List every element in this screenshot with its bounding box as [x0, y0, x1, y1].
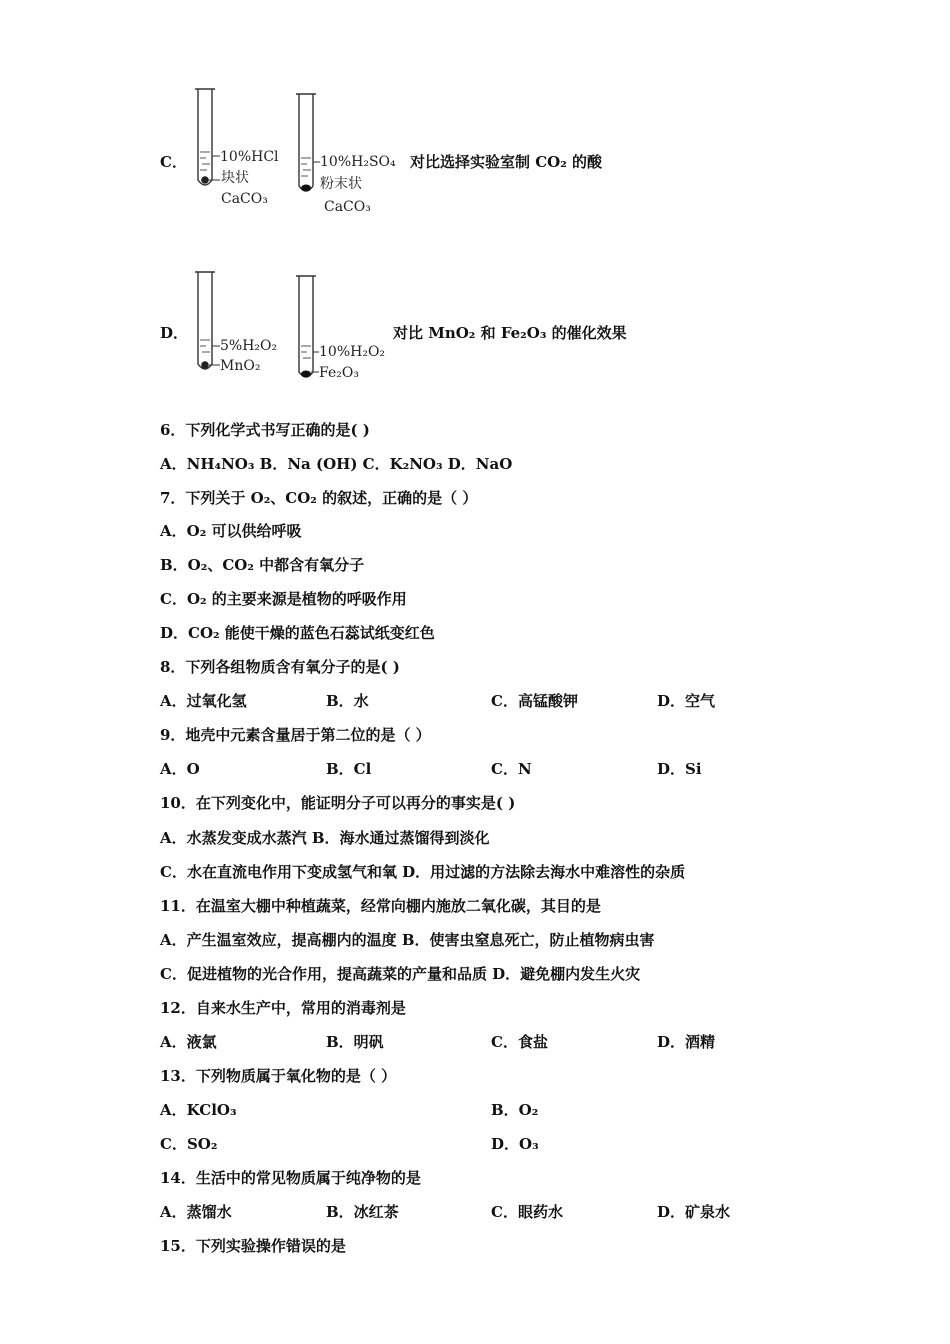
q5c-tube1-solid: CaCO₃: [221, 191, 268, 207]
q13-option-b: B．O₂: [491, 1101, 539, 1119]
q10-options-ab: A．水蒸发变成水蒸汽 B．海水通过蒸馏得到淡化: [160, 829, 490, 847]
q10-stem: 10．在下列变化中，能证明分子可以再分的事实是( ): [160, 794, 516, 812]
q5d-tube-fe2o3-figure: [292, 272, 402, 390]
q9-stem: 9．地壳中元素含量居于第二位的是（ ）: [160, 726, 431, 744]
q7-stem: 7．下列关于 O₂、CO₂ 的叙述，正确的是（ ）: [160, 489, 478, 507]
q8-option-b: B．水: [326, 692, 369, 710]
q5c-tube2-acid: 10%H₂SO₄: [320, 154, 396, 170]
q12-option-c: C．食盐: [491, 1033, 548, 1051]
q5c-tube2-solid: CaCO₃: [324, 199, 371, 215]
q14-option-b: B．冰红茶: [326, 1203, 399, 1221]
q12-option-d: D．酒精: [657, 1033, 716, 1051]
q5c-tube-h2so4-figure: [292, 90, 412, 222]
q5d-tube2-solid: Fe₂O₃: [319, 365, 359, 381]
q11-stem: 11．在温室大棚中种植蔬菜，经常向棚内施放二氧化碳，其目的是: [160, 897, 601, 915]
q5d-tube2-liquid: 10%H₂O₂: [319, 344, 386, 360]
q6-options: A．NH₄NO₃ B．Na (OH) C．K₂NO₃ D．NaO: [160, 455, 513, 473]
q8-option-a: A．过氧化氢: [160, 692, 247, 710]
q5c-tube-hcl-figure: [190, 86, 290, 214]
q14-option-d: D．矿泉水: [657, 1203, 731, 1221]
q5d-tube1-solid: MnO₂: [220, 358, 261, 374]
q12-option-a: A．液氯: [160, 1033, 217, 1051]
q7-option-d: D．CO₂ 能使干燥的蓝色石蕊试纸变红色: [160, 624, 435, 642]
q5d-tube1-liquid: 5%H₂O₂: [220, 338, 278, 354]
q5c-caption: 对比选择实验室制 CO₂ 的酸: [410, 153, 603, 171]
q6-stem: 6．下列化学式书写正确的是( ): [160, 421, 370, 439]
q5c-tube1-form: 块状: [221, 170, 249, 186]
q14-stem: 14．生活中的常见物质属于纯净物的是: [160, 1169, 421, 1187]
q9-option-c: C．N: [491, 760, 532, 778]
q12-stem: 12．自来水生产中，常用的消毒剂是: [160, 999, 406, 1017]
q10-options-cd: C．水在直流电作用下变成氢气和氧 D．用过滤的方法除去海水中难溶性的杂质: [160, 863, 686, 881]
q9-option-d: D．Si: [657, 760, 702, 778]
q12-option-b: B．明矾: [326, 1033, 384, 1051]
q14-option-c: C．眼药水: [491, 1203, 563, 1221]
q7-option-b: B．O₂、CO₂ 中都含有氧分子: [160, 556, 365, 574]
q5c-tube1-acid: 10%HCl: [220, 149, 279, 165]
q13-stem: 13．下列物质属于氧化物的是（ ）: [160, 1067, 397, 1085]
q8-stem: 8．下列各组物质含有氧分子的是( ): [160, 658, 400, 676]
q5c-letter: C．: [160, 153, 187, 171]
q15-stem: 15．下列实验操作错误的是: [160, 1237, 346, 1255]
q13-option-d: D．O₃: [491, 1135, 539, 1153]
q11-options-ab: A．产生温室效应，提高棚内的温度 B．使害虫窒息死亡，防止植物病虫害: [160, 931, 655, 949]
q9-option-b: B．Cl: [326, 760, 372, 778]
q7-option-a: A．O₂ 可以供给呼吸: [160, 522, 302, 540]
q5d-letter: D．: [160, 324, 189, 342]
q5d-caption: 对比 MnO₂ 和 Fe₂O₃ 的催化效果: [393, 324, 627, 342]
q13-option-c: C．SO₂: [160, 1135, 218, 1153]
q5d-tube-mno2-figure: [190, 268, 290, 384]
q8-option-d: D．空气: [657, 692, 716, 710]
q5c-tube2-form: 粉末状: [320, 176, 362, 192]
q14-option-a: A．蒸馏水: [160, 1203, 232, 1221]
q8-option-c: C．高锰酸钾: [491, 692, 578, 710]
q11-options-cd: C．促进植物的光合作用，提高蔬菜的产量和品质 D．避免棚内发生火灾: [160, 965, 641, 983]
q9-option-a: A．O: [160, 760, 200, 778]
q13-option-a: A．KClO₃: [160, 1101, 237, 1119]
q7-option-c: C．O₂ 的主要来源是植物的呼吸作用: [160, 590, 407, 608]
